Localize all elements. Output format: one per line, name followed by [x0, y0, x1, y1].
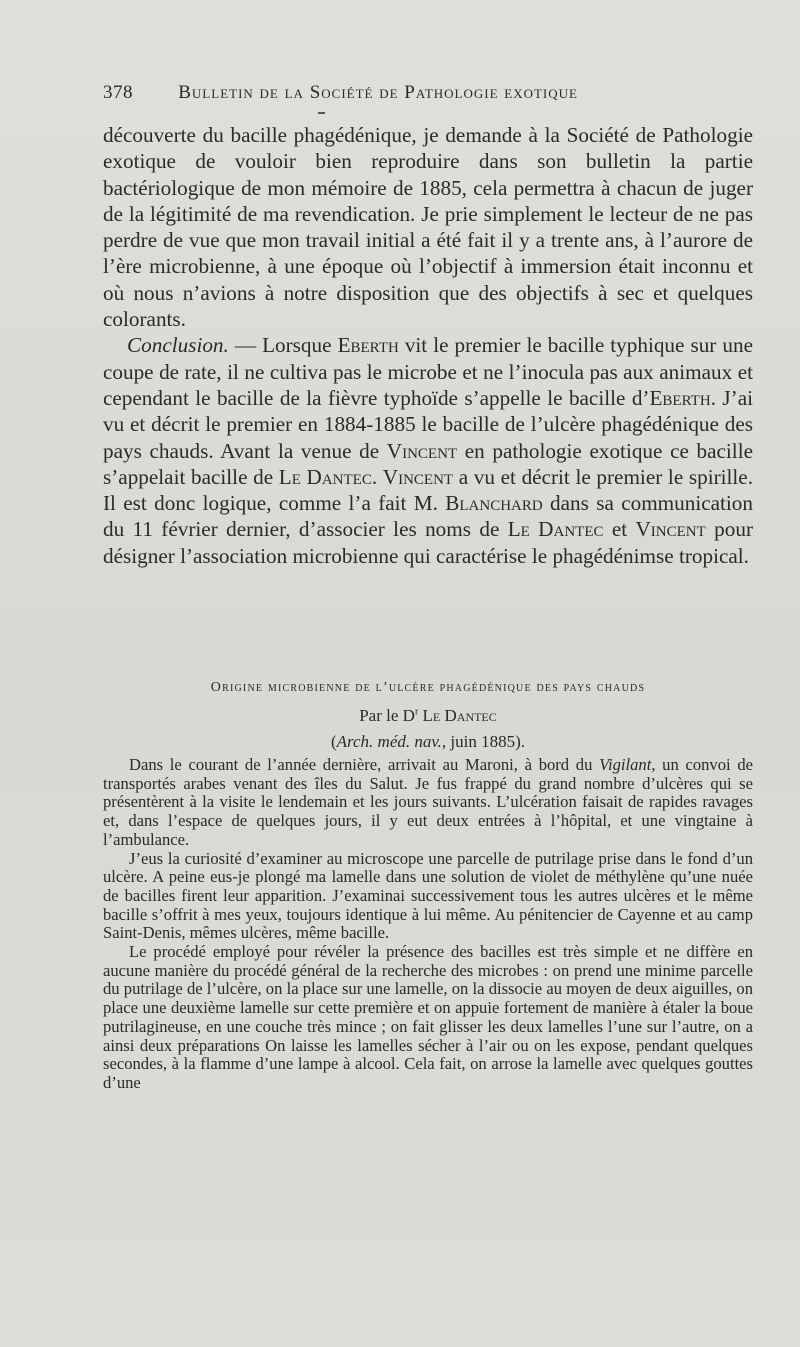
section-author: Par le $D^r$ Le Dantec	[359, 706, 497, 725]
name-le-dantec: Le Dantec	[507, 517, 604, 542]
section-title: Origine microbienne de l’ulcère phagédénique des pays chauds	[210, 680, 646, 695]
quote-paragraph: J’eus la curiosité d’examiner au microscope une parcelle de putrilage prise dans le fond d’un ulcère. A peine eus-je plongé ma lamelle dans une solution de violet de méthylène qu’une nuée de bacilles firent leur apparition. J’examinai successivement tous les autres ulcères et le même bacille s’offrit à mes yeux, toujours identique à lui même. Au pénitencier de Cayenne et au camp Saint-Denis, mêmes ulcères, même bacille.	[103, 848, 753, 943]
paragraph-revendication: découverte du bacille phagédénique, je demande à la Société de Pathologie exotique de vouloir bien reproduire dans son bulletin la partie bactériologique de mon mémoire de 1885, cela permettra à chacun de juger de la légitimité de ma revendication. Je prie simplement le lecteur de ne pas perdre de vue que mon travail initial a été fait il y a trente ans, à l’aurore de l’ère microbienne, à une époque où l’objectif à immersion était inconnu et où nous n’avions à notre disposition que des objectifs à sec et quelques colorants.	[103, 123, 753, 332]
running-header	[103, 82, 783, 104]
ship-name: Vigilant	[599, 755, 652, 774]
section-citation: (Arch. méd. nav., juin 1885).	[330, 732, 526, 751]
name-vincent: Vincent	[386, 438, 458, 463]
quote-paragraph: Dans le courant de l’année dernière, arrivait au Maroni, à bord du Vigilant, un convoi de transportés arabes venant des îles du Salut. Je fus frappé du grand nombre d’ulcères qui se présentèrent à la visite le lendemain et les jours suivants. L’ulcération faisait de rapides ravages et, dans l’espace de quelques jours, il y eut deux entrées à l’hôpital, et une vingtaine à l’ambulance.	[103, 755, 753, 849]
conclusion-label: Conclusion.	[127, 333, 229, 358]
name-vincent: Vincent	[382, 464, 454, 489]
name-blanchard: Blanchard	[445, 491, 543, 516]
quoted-memoir	[103, 756, 753, 1093]
journal-name: Arch. méd. nav.	[336, 732, 442, 751]
page-number: 378	[103, 82, 133, 103]
paragraph-conclusion: Conclusion. — Lorsque Eberth vit le premier le bacille typhique sur une coupe de rate, il ne cultiva pas le microbe et ne l’inocula pas aux animaux et cependant le bacille de la fièvre typhoïde s’appelle le bacille d’Eberth. J’ai vu et décrit le premier en 1884-1885 le bacille de l’ulcère phagédénique des pays chauds. Avant la venue de Vincent en pathologie exotique ce bacille s’appelait bacille de Le Dantec. Vincent a vu et décrit le premier le spirille. Il est donc logique, comme l’a fait M. Blanchard dans sa communication du 11 février dernier, d’associer les noms de Le Dantec et Vincent pour désigner l’association microbienne qui caractérise le phagédénimse tropical.	[103, 333, 754, 568]
name-eberth: Eberth	[337, 333, 399, 358]
quote-paragraph: Le procédé employé pour révéler la présence des bacilles est très simple et ne diffère en aucune manière du procédé général de la recherche des microbes : on prend une minime parcelle du putrilage de l’ulcère, on la place sur une lamelle, on la dissocie au moyen de deux aiguilles, on place une deuxième lamelle sur cette première et on appuie fortement de manière à étaler la boue putrilagineuse, en une couche très mince ; on fait glisser les deux lamelles l’une sur l’autre, on a ainsi deux préparations On laisse les lamelles sécher à l’air ou on les expose, pendant quelques secondes, à la flamme d’une lampe à alcool. Cela fait, on arrose la lamelle avec quelques gouttes d’une	[103, 942, 753, 1092]
running-title: Bulletin de la Société de Pathologie exotique	[178, 82, 578, 103]
name-eberth: Eberth	[649, 385, 711, 410]
main-text	[103, 122, 753, 569]
name-vincent: Vincent	[635, 517, 706, 542]
name-le-dantec: Le Dantec	[278, 464, 372, 489]
printing-mark	[318, 112, 325, 114]
